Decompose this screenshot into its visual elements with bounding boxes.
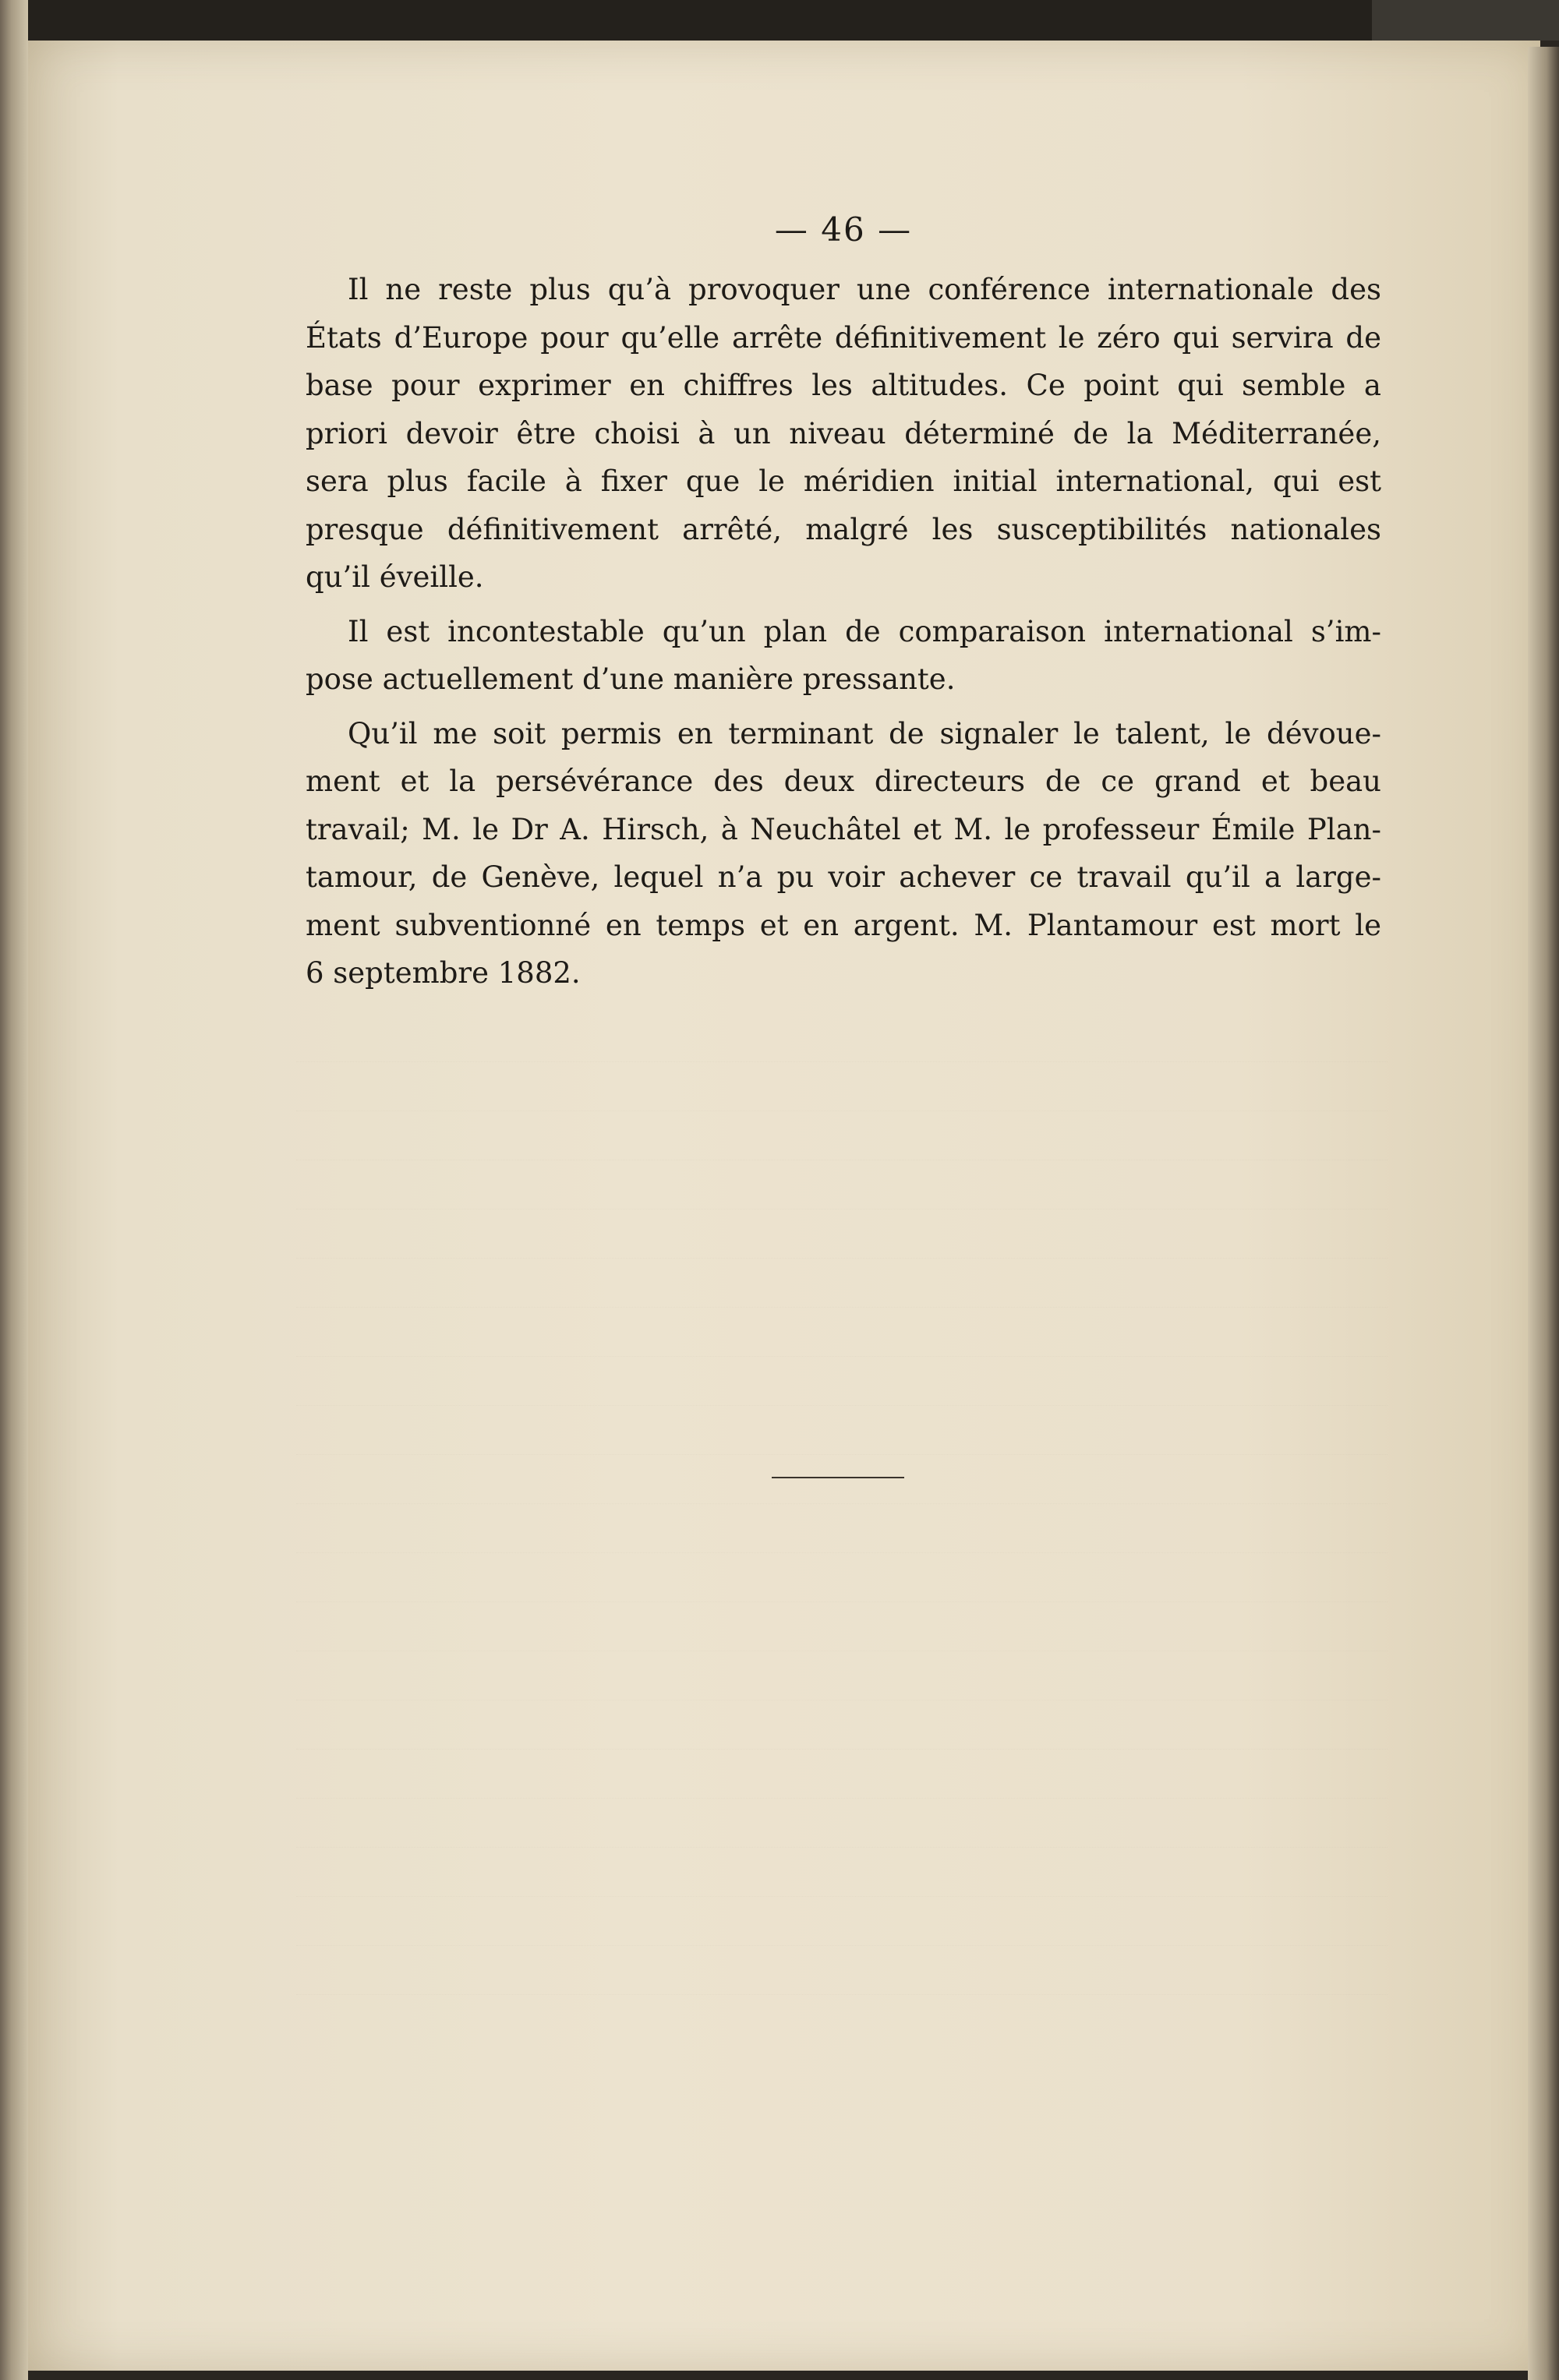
section-divider-rule	[772, 1477, 904, 1478]
text-line: Qu’il me soit permis en terminant de signaler le talent, le dévoue-	[348, 716, 1381, 750]
text-line: ment subventionné en temps et en argent. M. Plantamour est mort le	[306, 908, 1381, 942]
scan-corner-block	[1372, 0, 1559, 41]
book-binding-edge	[0, 0, 28, 2380]
text-line: États d’Europe pour qu’elle arrête définitivement le zéro qui servira de	[306, 320, 1381, 355]
text-line: Il ne reste plus qu’à provoquer une conférence internationale des	[348, 273, 1381, 306]
page-fore-edge	[1528, 47, 1559, 2380]
text-line: ment et la persévérance des deux directeurs de ce grand et beau	[306, 764, 1381, 798]
paragraph-2	[306, 608, 1381, 704]
text-line: 6 septembre 1882.	[306, 956, 581, 990]
page-text-block	[306, 210, 1381, 998]
show-through-texture	[296, 1013, 1388, 2026]
text-line: sera plus facile à fixer que le méridien initial international, qui est	[306, 464, 1381, 498]
text-line: presque définitivement arrêté, malgré les susceptibilités nationales	[306, 512, 1381, 546]
text-line: pose actuellement d’une manière pressante.	[306, 662, 956, 696]
paragraph-3	[306, 710, 1381, 998]
text-line: priori devoir être choisi à un niveau déterminé de la Méditerranée,	[306, 416, 1381, 450]
text-line: base pour exprimer en chiffres les altitudes. Ce point qui semble a	[306, 369, 1381, 402]
text-line: qu’il éveille.	[306, 560, 484, 594]
paragraph-1	[306, 266, 1381, 602]
text-line: tamour, de Genève, lequel n’a pu voir achever ce travail qu’il a large-	[306, 860, 1381, 894]
text-line: Il est incontestable qu’un plan de comparaison international s’im-	[348, 614, 1381, 648]
scan-top-strip	[0, 0, 1559, 41]
text-line: travail; M. le Dr A. Hirsch, à Neuchâtel et M. le professeur Émile Plan-	[306, 812, 1381, 846]
page-number: — 46 —	[774, 210, 913, 249]
